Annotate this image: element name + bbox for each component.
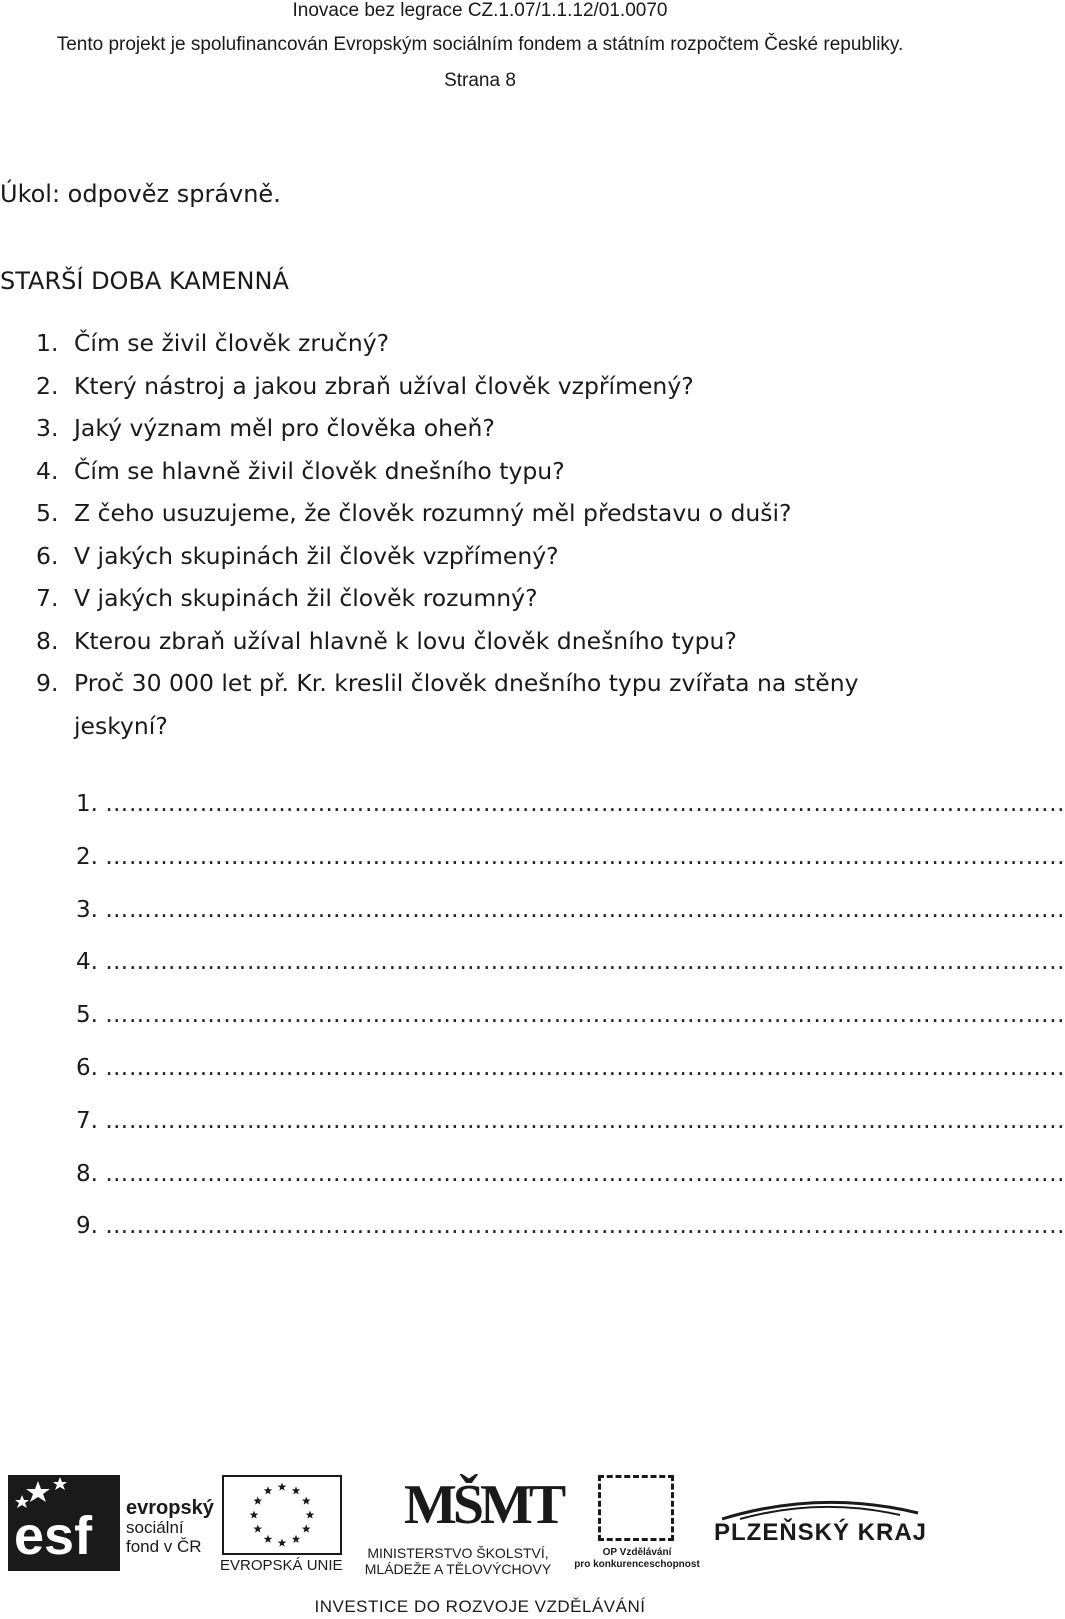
msmt-caption-line1: MINISTERSTVO ŠKOLSTVÍ, [367, 1545, 549, 1561]
question-item [36, 329, 389, 357]
question-item [36, 457, 565, 485]
esf-caption-line2: sociální [126, 1518, 184, 1537]
answer-dotted-line[interactable]: ………………………………………………………………………………………………………….. [105, 896, 1065, 923]
question-number: 6. [36, 541, 59, 570]
answer-dotted-line[interactable]: ………………………………………………………………………………………………………….. [105, 1055, 1065, 1081]
answer-number: 2. [76, 843, 98, 870]
question-text: Který nástroj a jakou zbraň užíval člověk vzpřímený? [74, 371, 694, 400]
answer-line[interactable] [76, 1107, 1065, 1134]
answer-number: 5. [76, 1002, 98, 1029]
question-number: 8. [36, 626, 59, 655]
answer-number: 7. [76, 1107, 98, 1134]
question-text-continuation: jeskyní? [74, 711, 168, 740]
question-number: 7. [36, 584, 59, 612]
esf-caption-line3: fond v ČR [126, 1537, 202, 1556]
op-caption-line2: pro konkurenceschopnost [574, 1559, 700, 1570]
answer-line[interactable] [76, 1002, 1065, 1029]
eu-star [292, 1486, 301, 1494]
header-page-number: Strana 8 [444, 70, 516, 91]
answer-number: 4. [76, 949, 98, 976]
op-vzdelavani-logo [598, 1475, 674, 1541]
question-number: 1. [36, 329, 59, 357]
answer-dotted-line[interactable]: ………………………………………………………………………………………………………….. [105, 949, 1065, 976]
answer-line[interactable] [76, 1160, 1065, 1187]
eu-caption: EVROPSKÁ UNIE [220, 1557, 343, 1574]
answer-line[interactable] [76, 843, 1065, 870]
eu-star [278, 1483, 287, 1491]
question-item [36, 372, 694, 400]
answer-number: 3. [76, 896, 98, 923]
question-text: Čím se hlavně živil člověk dnešního typu? [74, 456, 565, 485]
question-text: Z čeho usuzujeme, že člověk rozumný měl představu o duši? [74, 499, 792, 527]
eu-star [302, 1497, 311, 1505]
eu-flag-logo [222, 1475, 342, 1555]
question-number: 2. [36, 371, 59, 400]
eu-star [250, 1511, 259, 1519]
op-caption [572, 1547, 702, 1571]
answer-dotted-line[interactable]: ………………………………………………………………………………………………………….. [105, 1213, 1065, 1240]
question-text: Jaký význam měl pro člověka oheň? [74, 414, 495, 442]
eu-star [292, 1535, 301, 1543]
eu-star [254, 1525, 263, 1533]
answer-line[interactable] [76, 791, 1065, 817]
question-number: 9. [36, 669, 59, 697]
op-caption-line1: OP Vzdělávání [602, 1547, 672, 1558]
eu-stars-icon [224, 1477, 340, 1553]
answer-number: 9. [76, 1213, 98, 1240]
answer-number: 1. [76, 791, 98, 817]
question-item [36, 627, 737, 655]
answer-line[interactable] [76, 1055, 1065, 1081]
header-funding-note: Tento projekt je spolufinancován Evropským sociálním fondem a státním rozpočtem České republiky. [56, 34, 904, 55]
question-item [36, 669, 859, 697]
footer-investment-caption: INVESTICE DO ROZVOJE VZDĚLÁVÁNÍ [314, 1597, 646, 1616]
question-number: 3. [36, 414, 59, 442]
answer-number: 6. [76, 1055, 98, 1081]
question-number: 4. [36, 456, 59, 485]
msmt-caption [352, 1545, 564, 1577]
question-text: V jakých skupinách žil člověk vzpřímený? [74, 541, 559, 570]
answer-line[interactable] [76, 896, 1065, 923]
question-item [36, 542, 559, 570]
question-number: 5. [36, 499, 59, 527]
eu-star [264, 1535, 273, 1543]
answer-dotted-line[interactable]: ………………………………………………………………………………………………………….. [105, 1160, 1065, 1187]
question-text: Proč 30 000 let př. Kr. kreslil člověk dnešního typu zvířata na stěny [74, 669, 859, 697]
question-text: V jakých skupinách žil člověk rozumný? [74, 584, 538, 612]
msmt-logo: MŠMT [404, 1474, 563, 1536]
answer-line[interactable] [76, 1213, 1065, 1240]
answer-dotted-line[interactable]: ………………………………………………………………………………………………………….. [105, 791, 1065, 817]
question-item [36, 584, 538, 612]
answer-dotted-line[interactable]: ………………………………………………………………………………………………………….. [105, 843, 1065, 870]
eu-star [302, 1525, 311, 1533]
plzensky-kraj-logo: PLZEŇSKÝ KRAJ [714, 1519, 928, 1546]
section-title: STARŠÍ DOBA KAMENNÁ [0, 267, 289, 295]
esf-caption-line1: evropský [126, 1497, 214, 1519]
msmt-caption-line2: MLÁDEŽE A TĚLOVÝCHOVY [364, 1561, 552, 1577]
answer-number: 8. [76, 1160, 98, 1187]
esf-logo [8, 1475, 120, 1571]
kraj-swoosh-icon [720, 1495, 920, 1521]
question-item [36, 499, 792, 527]
eu-star [278, 1539, 287, 1547]
question-item [36, 414, 495, 442]
header-project-code: Inovace bez legrace CZ.1.07/1.1.12/01.0070 [292, 0, 668, 21]
answer-dotted-line[interactable]: ………………………………………………………………………………………………………….. [105, 1107, 1065, 1134]
eu-star [254, 1497, 263, 1505]
task-instruction: Úkol: odpověz správně. [0, 180, 281, 208]
question-text: Čím se živil člověk zručný? [74, 329, 390, 357]
question-text: Kterou zbraň užíval hlavně k lovu člověk dnešního typu? [74, 626, 737, 655]
answer-dotted-line[interactable]: ………………………………………………………………………………………………………….. [105, 1002, 1065, 1029]
esf-caption [126, 1499, 214, 1556]
eu-star [264, 1486, 273, 1494]
eu-star [306, 1511, 315, 1519]
esf-mark: esf [14, 1506, 93, 1566]
answer-line[interactable] [76, 949, 1065, 976]
